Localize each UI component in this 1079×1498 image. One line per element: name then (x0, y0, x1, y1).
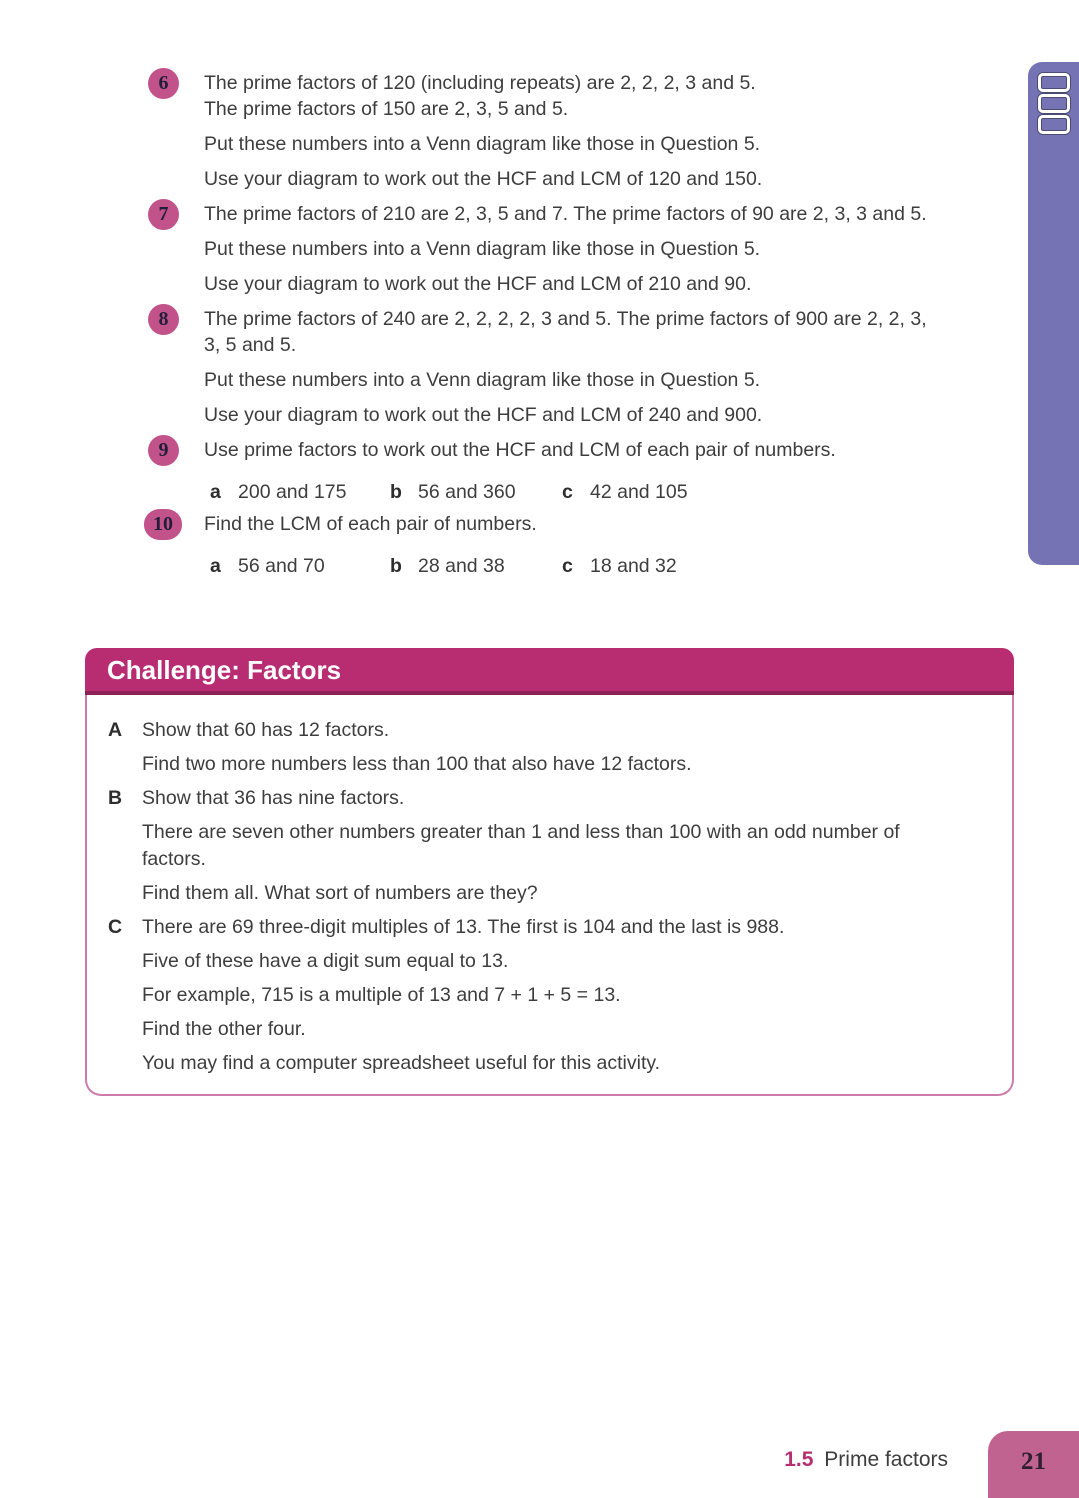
question (148, 306, 1016, 437)
question-paragraph: The prime factors of 120 (including repeats) are 2, 2, 2, 3 and 5. The prime factors of 150 are 2, 3, 5 and 5. (204, 72, 756, 120)
part-item (210, 479, 390, 505)
question-body (204, 201, 1016, 306)
challenge-item-label: A (108, 719, 123, 741)
question-number: 6 (148, 68, 179, 99)
part-label: b (390, 481, 402, 503)
question-body (204, 70, 1016, 201)
question (148, 437, 1016, 511)
challenge-item-paragraphs (142, 717, 992, 785)
question-number: 7 (148, 199, 179, 230)
part-label: a (210, 481, 221, 503)
challenge-item-label: B (108, 787, 123, 809)
question-paragraph: Find the LCM of each pair of numbers. (204, 513, 537, 535)
question-paragraph: The prime factors of 240 are 2, 2, 2, 2, 3 and 5. The prime factors of 900 are 2, 2, 3, 3, 5 and 5. (204, 308, 927, 356)
part-text: 28 and 38 (418, 555, 505, 577)
icon-rect (1038, 94, 1070, 113)
stacked-rectangles-icon (1028, 62, 1079, 134)
challenge-paragraph: Find the other four. (142, 1018, 306, 1040)
page-number: 21 (1021, 1447, 1046, 1475)
question-number-badge (148, 306, 204, 335)
question-number: 8 (148, 304, 179, 335)
part-item (390, 479, 562, 505)
question-paragraph: The prime factors of 210 are 2, 3, 5 and 7. The prime factors of 90 are 2, 3, 3 and 5. (204, 203, 927, 225)
challenge-header (85, 648, 1014, 695)
questions-section (148, 70, 1016, 585)
challenge-body (85, 695, 1014, 1096)
part-item (562, 553, 677, 579)
challenge-paragraph: There are seven other numbers greater than 1 and less than 100 with an odd number of factors. (142, 821, 900, 870)
parts-row (204, 553, 1016, 579)
chapter-tab (1028, 62, 1079, 565)
part-item (562, 479, 688, 505)
part-item (390, 553, 562, 579)
footer-section-number: 1.5 (784, 1448, 814, 1471)
part-label: a (210, 555, 221, 577)
question-paragraph: Put these numbers into a Venn diagram like those in Question 5. (204, 369, 761, 391)
challenge-paragraph: There are 69 three-digit multiples of 13. The first is 104 and the last is 988. (142, 916, 785, 938)
challenge-item (108, 914, 992, 1084)
question-paragraph: Put these numbers into a Venn diagram like those in Question 5. (204, 238, 761, 260)
part-label: b (390, 555, 402, 577)
challenge-item-paragraphs (142, 914, 992, 1084)
question-number: 10 (144, 509, 182, 540)
part-text: 18 and 32 (590, 555, 677, 577)
footer-section-title: Prime factors (824, 1448, 948, 1471)
challenge-title: Challenge: Factors (107, 655, 342, 685)
question-number-badge (148, 201, 204, 230)
question (148, 511, 1016, 585)
challenge-paragraph: Five of these have a digit sum equal to 13. (142, 950, 509, 972)
challenge-paragraph: Find two more numbers less than 100 that also have 12 factors. (142, 753, 692, 775)
question-paragraph: Use your diagram to work out the HCF and LCM of 120 and 150. (204, 168, 763, 190)
question-body (204, 437, 1016, 511)
challenge-item (108, 717, 992, 785)
question-paragraph: Use your diagram to work out the HCF and LCM of 210 and 90. (204, 273, 752, 295)
challenge-item-paragraphs (142, 785, 992, 914)
question-body (204, 511, 1016, 585)
challenge-paragraph: Show that 60 has 12 factors. (142, 719, 390, 741)
part-text: 56 and 360 (418, 481, 516, 503)
challenge-paragraph: You may find a computer spreadsheet useful for this activity. (142, 1052, 661, 1074)
challenge-paragraph: For example, 715 is a multiple of 13 and 7 + 1 + 5 = 13. (142, 984, 621, 1006)
question-number-badge (148, 70, 204, 99)
question-number-badge (148, 437, 204, 466)
footer (784, 1448, 948, 1472)
part-text: 42 and 105 (590, 481, 688, 503)
parts-row (204, 479, 1016, 505)
part-text: 56 and 70 (238, 555, 325, 577)
question-body (204, 306, 1016, 437)
icon-rect (1038, 115, 1070, 134)
challenge-paragraph: Show that 36 has nine factors. (142, 787, 405, 809)
part-text: 200 and 175 (238, 481, 347, 503)
icon-rect (1038, 73, 1070, 92)
page-number-box (988, 1431, 1079, 1498)
question-number: 9 (148, 435, 179, 466)
challenge-item-label: C (108, 916, 123, 938)
question-paragraph: Use prime factors to work out the HCF and LCM of each pair of numbers. (204, 439, 836, 461)
question (148, 201, 1016, 306)
part-item (210, 553, 390, 579)
question-paragraph: Put these numbers into a Venn diagram like those in Question 5. (204, 133, 761, 155)
question-number-badge (148, 511, 204, 540)
part-label: c (562, 555, 573, 577)
question-paragraph: Use your diagram to work out the HCF and LCM of 240 and 900. (204, 404, 763, 426)
challenge-box (85, 648, 1014, 1096)
question (148, 70, 1016, 201)
challenge-item (108, 785, 992, 914)
part-label: c (562, 481, 573, 503)
challenge-paragraph: Find them all. What sort of numbers are they? (142, 882, 538, 904)
